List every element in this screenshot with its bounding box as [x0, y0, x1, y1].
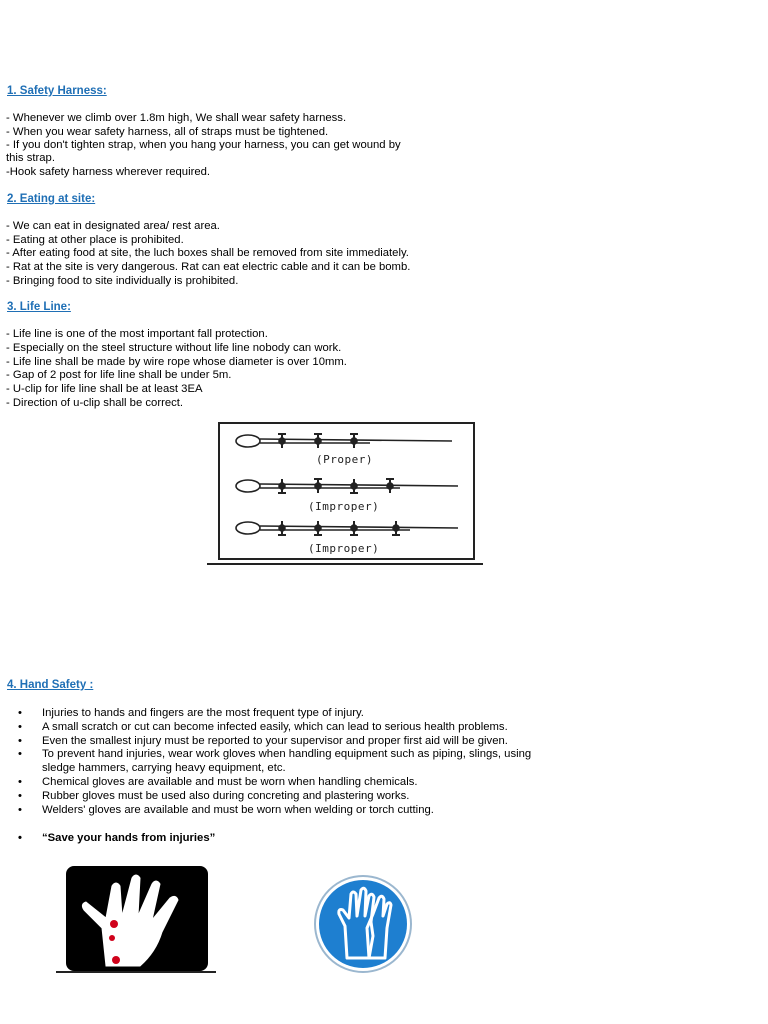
- text-line: - U-clip for life line shall be at least 3EA: [6, 383, 203, 395]
- injured-hand-icon: [66, 866, 208, 971]
- section-heading-hand-safety: 4. Hand Safety :: [7, 679, 94, 691]
- text-line: - Whenever we climb over 1.8m high, We shall wear safety harness.: [6, 112, 347, 124]
- list-item: • To prevent hand injuries, wear work gloves when handling equipment such as piping, slings, using sledge hammers, carrying heavy equipment, etc.: [16, 748, 576, 776]
- u-clip-direction-figure: [218, 422, 475, 560]
- hand-safety-list: [16, 707, 576, 817]
- text-line: - Direction of u-clip shall be correct.: [6, 397, 184, 409]
- list-item: • Welders' gloves are available and must be worn when welding or torch cutting.: [16, 804, 576, 818]
- slogan-list: [16, 832, 576, 846]
- wire-rope-proper: [236, 434, 452, 448]
- image-underline: [56, 971, 216, 973]
- text-line: - Bringing food to site individually is prohibited.: [6, 275, 239, 287]
- figure-underline: [207, 563, 483, 565]
- injured-hand-image: [66, 866, 208, 971]
- list-item: • A small scratch or cut can become infected easily, which can lead to serious health problems.: [16, 721, 576, 735]
- text-line: - After eating food at site, the luch boxes shall be removed from site immediately.: [6, 247, 409, 259]
- list-item: • Rubber gloves must be used also during concreting and plastering works.: [16, 790, 576, 804]
- wire-rope-improper-1: [236, 479, 458, 493]
- caption-proper: (Proper): [316, 453, 373, 466]
- wire-rope-improper-2: [236, 521, 458, 535]
- section-heading-eating-at-site: 2. Eating at site:: [7, 193, 96, 205]
- text-line: - If you don't tighten strap, when you hang your harness, you can get wound by: [6, 139, 401, 151]
- text-line: - When you wear safety harness, all of straps must be tightened.: [6, 126, 329, 138]
- caption-improper-1: (Improper): [308, 500, 380, 513]
- caption-improper-2: (Improper): [308, 542, 380, 555]
- section-heading-safety-harness: 1. Safety Harness:: [7, 85, 107, 97]
- text-line: - Eating at other place is prohibited.: [6, 234, 184, 246]
- text-line: - Life line is one of the most important fall protection.: [6, 328, 268, 340]
- list-item: • Chemical gloves are available and must be worn when handling chemicals.: [16, 776, 576, 790]
- list-item: • Even the smallest injury must be reported to your supervisor and proper first aid will be given.: [16, 735, 576, 749]
- slogan: • “Save your hands from injuries”: [16, 832, 576, 846]
- text-line: - Rat at the site is very dangerous. Rat can eat electric cable and it can be bomb.: [6, 261, 411, 273]
- u-clip-diagram: [220, 424, 473, 558]
- list-item: • Injuries to hands and fingers are the most frequent type of injury.: [16, 707, 576, 721]
- text-line: - We can eat in designated area/ rest area.: [6, 220, 220, 232]
- section-heading-life-line: 3. Life Line:: [7, 301, 71, 313]
- text-line: this strap.: [6, 152, 55, 164]
- text-line: - Life line shall be made by wire rope whose diameter is over 10mm.: [6, 356, 347, 368]
- text-line: - Especially on the steel structure without life line nobody can work.: [6, 342, 342, 354]
- text-line: -Hook safety harness wherever required.: [6, 166, 211, 178]
- text-line: - Gap of 2 post for life line shall be under 5m.: [6, 369, 232, 381]
- wear-gloves-sign-icon: [313, 870, 415, 978]
